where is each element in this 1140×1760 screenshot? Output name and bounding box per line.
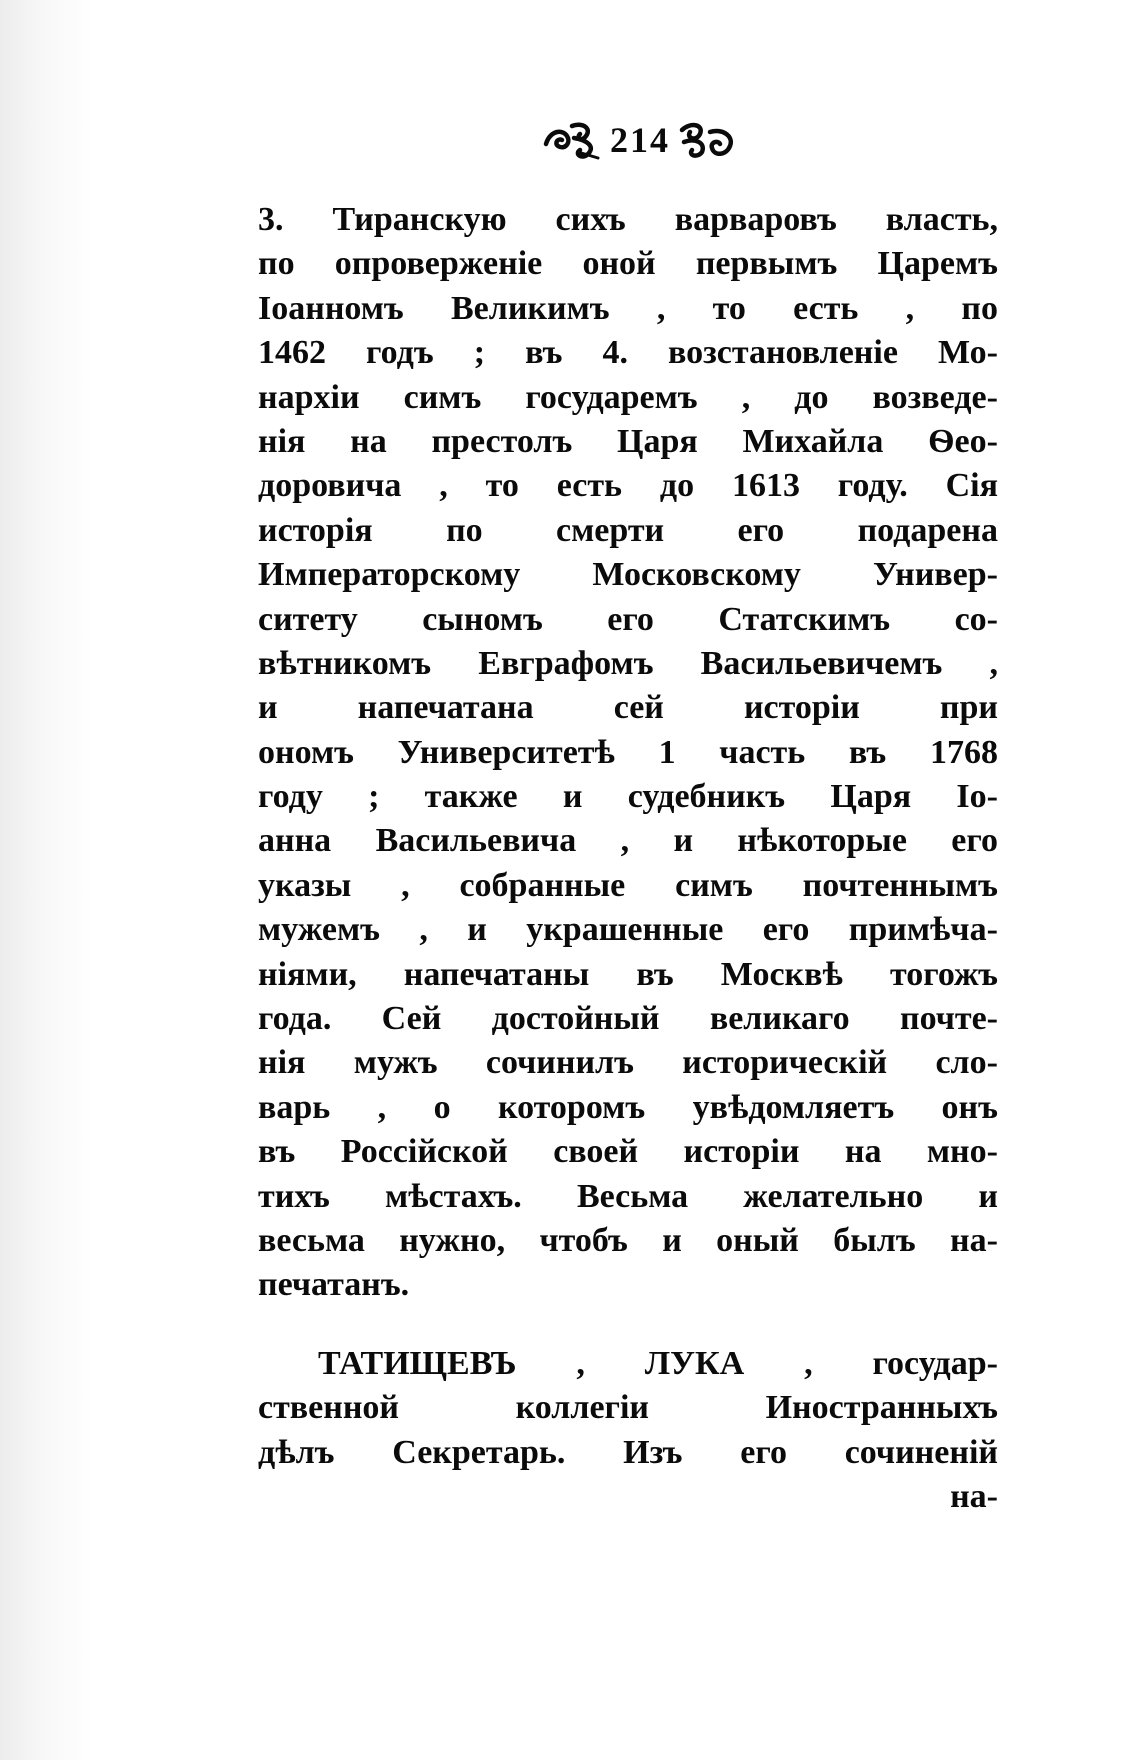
text-line: нархіи симъ государемъ , до возведе- <box>258 378 998 416</box>
page-header <box>520 112 760 168</box>
text-line: ситету сыномъ его Статскимъ со- <box>258 600 998 638</box>
text-line: дѣлъ Секретарь. Изъ его сочиненій <box>258 1433 998 1471</box>
text-line: указы , собранные симъ почтеннымъ <box>258 866 998 904</box>
text-line: доровича , то есть до 1613 году. Сія <box>258 467 998 505</box>
text-line: тихъ мѣстахъ. Весьма желательно и <box>258 1177 998 1215</box>
text-line: и напечатана сей исторіи при <box>258 689 998 727</box>
text-line: вѣтникомъ Евграфомъ Васильевичемъ , <box>258 644 998 682</box>
text-line: мужемъ , и украшенные его примѣча- <box>258 911 998 949</box>
text-line: 3. Тиранскую сихъ варваровъ власть, <box>258 201 998 238</box>
paragraph-gap <box>258 1308 998 1342</box>
text-line: печатанъ. <box>258 1266 410 1304</box>
text-line: года. Сей достойный великаго почте- <box>258 1000 998 1038</box>
left-ornament-icon <box>542 118 604 162</box>
text-line: ственной коллегіи Иностранныхъ <box>258 1389 998 1427</box>
text-line: въ Россійской своей исторіи на мно- <box>258 1133 998 1171</box>
text-line: ономъ Университетѣ 1 часть въ 1768 <box>258 733 998 771</box>
text-line: году ; также и судебникъ Царя Іо- <box>258 778 998 816</box>
text-line: ніями, напечатаны въ Москвѣ тогожъ <box>258 955 998 993</box>
text-line: исторія по смерти его подарена <box>258 511 998 549</box>
text-line: анна Васильевича , и нѣкоторые его <box>258 822 998 860</box>
text-line: нія на престолъ Царя Михайла Ѳео- <box>258 422 998 460</box>
text-line: по опроверженіе оной первымъ Царемъ <box>258 245 998 283</box>
text-line: Іоанномъ Великимъ , то есть , по <box>258 289 998 327</box>
text-line: Императорскому Московскому Универ- <box>258 556 998 594</box>
right-ornament-icon <box>676 118 738 162</box>
text-line: 1462 годъ ; въ 4. возстановленіе Мо- <box>258 334 998 372</box>
text-line: варь , о которомъ увѣдомляетъ онъ <box>258 1088 998 1126</box>
page-number: 214 <box>610 120 670 160</box>
page-text <box>258 198 998 1519</box>
catchword: на- <box>950 1477 998 1515</box>
scan-gutter-shadow <box>0 0 92 1760</box>
text-line: весьма нужно, чтобъ и оный былъ на- <box>258 1221 998 1259</box>
text-line: нія мужъ сочинилъ историческій сло- <box>258 1044 998 1082</box>
entry-heading-line: ТАТИЩЕВЪ , ЛУКА , государ- <box>318 1344 998 1382</box>
